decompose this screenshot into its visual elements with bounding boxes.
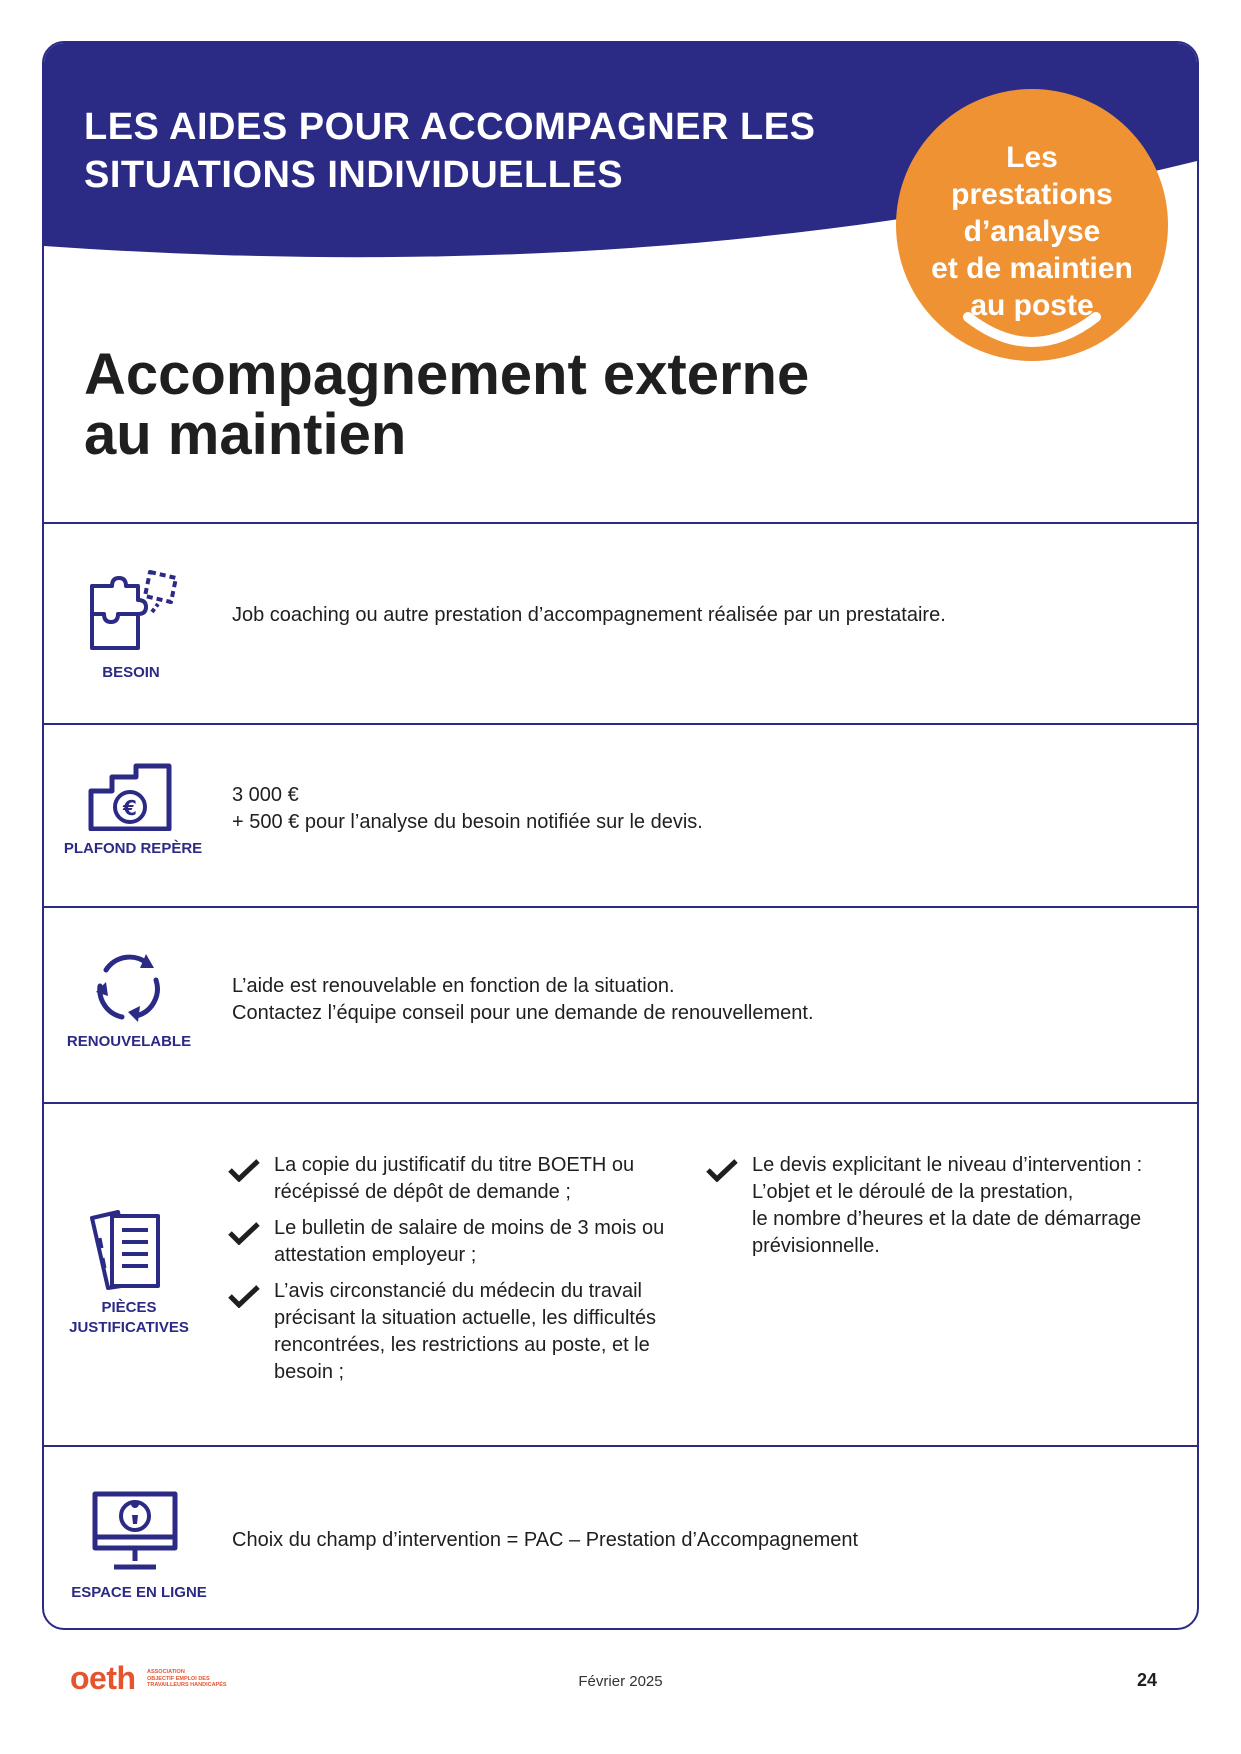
content-card xyxy=(42,41,1199,1630)
check-icon xyxy=(228,1284,260,1308)
plafond-extra: + 500 € pour l’analyse du besoin notifiée sur le devis. xyxy=(232,811,703,833)
row-text-besoin: Job coaching ou autre prestation d’accompagnement réalisée par un prestataire. xyxy=(232,604,946,626)
row-besoin xyxy=(44,522,1197,723)
list-item-line: prévisionnelle. xyxy=(752,1235,880,1257)
smile-icon xyxy=(960,311,1104,347)
row-text-renouvelable xyxy=(232,973,814,1027)
computer-lock-icon xyxy=(92,1491,178,1571)
svg-text:€: € xyxy=(123,796,137,820)
renouvelable-line: Contactez l’équipe conseil pour une demande de renouvellement. xyxy=(232,1002,814,1024)
logo-subtitle-line: TRAVAILLEURS HANDICAPÉS xyxy=(147,1682,227,1688)
plafond-amount: 3 000 € xyxy=(232,784,299,806)
logo-subtitle-line: ASSOCIATION xyxy=(147,1669,185,1675)
list-item-line: attestation employeur ; xyxy=(274,1244,477,1266)
row-label-renouvelable: RENOUVELABLE xyxy=(66,1033,192,1050)
row-label-pieces xyxy=(54,1298,204,1338)
list-item-line: Le bulletin de salaire de moins de 3 mois ou xyxy=(274,1217,665,1239)
list-item-line: précisant la situation actuelle, les difficultés xyxy=(274,1307,657,1329)
row-text-plafond xyxy=(232,782,703,836)
list-item-line: récépissé de dépôt de demande ; xyxy=(274,1181,571,1203)
row-label-line: PIÈCES xyxy=(101,1299,157,1316)
documents-icon xyxy=(88,1208,164,1290)
list-item-line: rencontrées, les restrictions au poste, et le xyxy=(274,1334,650,1356)
logo-wordmark: oeth xyxy=(70,1660,136,1696)
row-text-espace: Choix du champ d’intervention = PAC – Prestation d’Accompagnement xyxy=(232,1529,859,1551)
badge-line: prestations xyxy=(951,178,1113,211)
list-item-line: L’objet et le déroulé de la prestation, xyxy=(752,1181,1074,1203)
page-title-line: Accompagnement externe xyxy=(84,342,810,407)
header-title-line: LES AIDES POUR ACCOMPAGNER LES xyxy=(84,106,816,148)
list-item-line: besoin ; xyxy=(274,1361,345,1383)
puzzle-icon xyxy=(88,568,178,652)
renew-arrows-icon xyxy=(92,952,164,1024)
check-list-right xyxy=(706,1152,1176,1269)
footer-date: Février 2025 xyxy=(578,1673,663,1690)
row-label-espace: ESPACE EN LIGNE xyxy=(71,1584,207,1601)
row-renouvelable xyxy=(44,906,1197,1102)
list-item-line: le nombre d’heures et la date de démarrage xyxy=(752,1208,1142,1230)
logo-subtitle-line: OBJECTIF EMPLOI DES xyxy=(147,1675,210,1682)
row-pieces xyxy=(44,1102,1197,1445)
row-label-plafond: PLAFOND REPÈRE xyxy=(63,840,203,857)
row-label-besoin: BESOIN xyxy=(102,664,160,681)
page-number: 24 xyxy=(1136,1670,1157,1690)
badge-line: et de maintien xyxy=(931,252,1133,285)
check-icon xyxy=(228,1221,260,1245)
badge-line: d’analyse xyxy=(963,215,1101,248)
check-icon xyxy=(706,1158,738,1182)
row-espace xyxy=(44,1445,1197,1630)
list-item xyxy=(706,1152,1176,1260)
list-item xyxy=(228,1215,698,1269)
list-item-line: La copie du justificatif du titre BOETH ou xyxy=(274,1154,635,1176)
page-title xyxy=(84,342,810,467)
list-item xyxy=(228,1278,698,1386)
row-plafond xyxy=(44,723,1197,906)
header-title-line: SITUATIONS INDIVIDUELLES xyxy=(84,154,624,196)
header-title xyxy=(84,103,904,199)
renouvelable-line: L’aide est renouvelable en fonction de la situation. xyxy=(232,975,675,997)
euro-stairs-icon xyxy=(88,763,172,831)
badge-line: Les xyxy=(1006,141,1058,174)
list-item-line: L’avis circonstancié du médecin du travail xyxy=(274,1280,642,1302)
badge-line: au poste xyxy=(970,289,1094,322)
page-footer xyxy=(0,1650,1241,1710)
row-label-line: JUSTIFICATIVES xyxy=(69,1319,189,1336)
list-item-line: Le devis explicitant le niveau d’intervention : xyxy=(752,1154,1143,1176)
list-item xyxy=(228,1152,698,1206)
check-list-left xyxy=(228,1152,698,1395)
page-title-line: au maintien xyxy=(84,402,407,467)
check-icon xyxy=(228,1158,260,1182)
category-badge xyxy=(896,89,1168,361)
